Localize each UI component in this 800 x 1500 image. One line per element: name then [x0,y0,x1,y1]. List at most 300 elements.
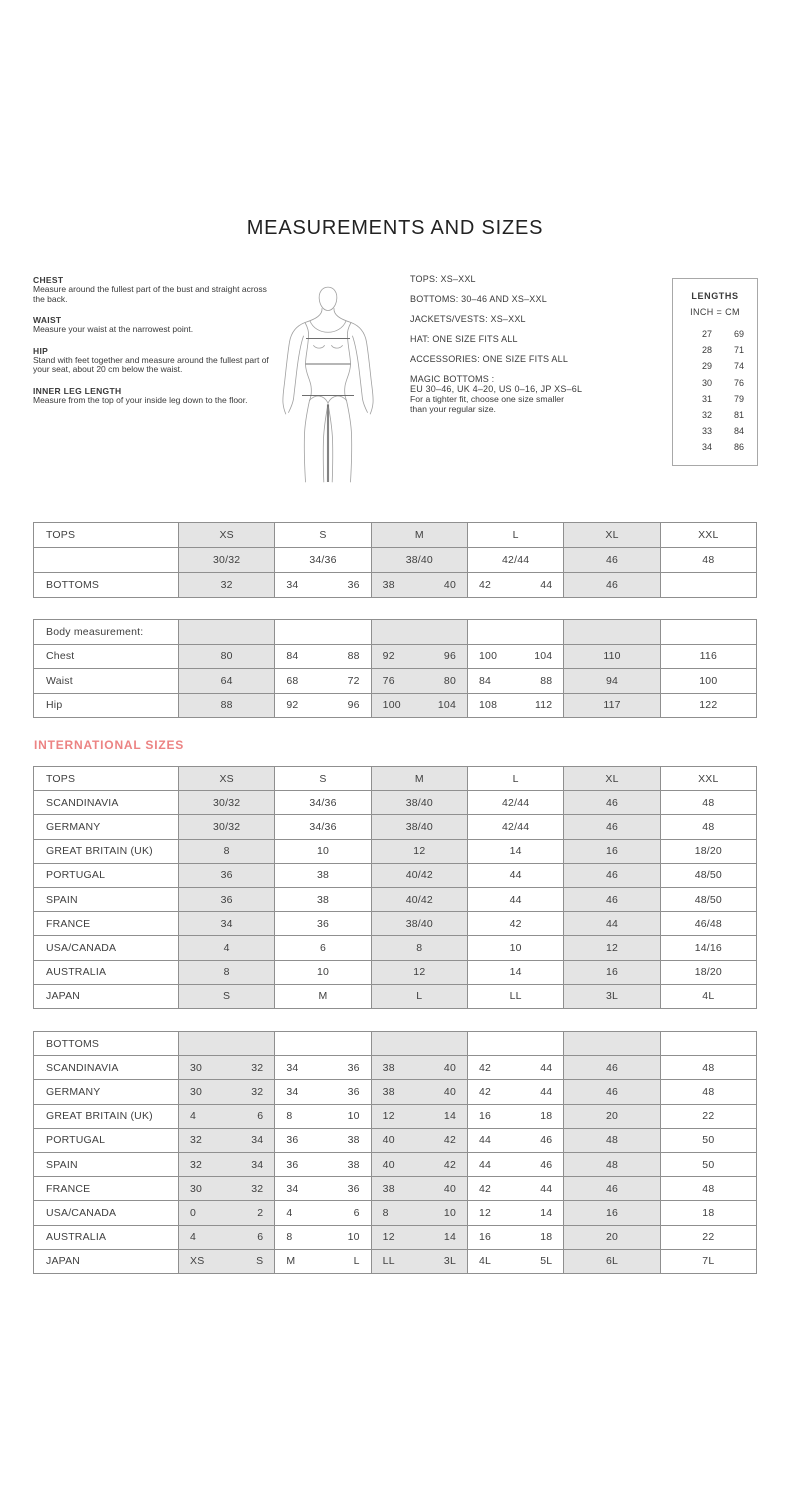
cell-value-left: M [286,1255,296,1268]
table-cell: 16 [564,1201,660,1225]
table-cell: XS [179,767,275,791]
cell-value-right: 104 [534,650,553,663]
table-cell: 38/40 [372,815,468,839]
table-cell: 46 [564,1056,660,1080]
cell-value-right: 88 [540,674,553,687]
cell-value-left: 44 [479,1158,492,1171]
table-cell: 50 [661,1153,757,1177]
row-label: SPAIN [34,1153,179,1177]
instruction-body: Measure your waist at the narrowest point. [33,324,194,335]
table-cell [275,694,371,719]
cell-value-right: 10 [347,1231,360,1244]
table-cell: L [372,985,468,1009]
table-row [34,1056,757,1080]
cell-value-right: 112 [534,699,553,712]
international-sizes-heading: INTERNATIONAL SIZES [34,738,185,752]
table-cell: 14 [468,961,564,985]
row-label: BOTTOMS [34,1032,179,1056]
table-cell [372,1129,468,1153]
table-cell: 16 [564,961,660,985]
lengths-row [673,423,757,439]
table-cell: 116 [661,645,757,670]
table-cell: 18 [661,1201,757,1225]
cell-value-left: 32 [190,1158,203,1171]
table-cell [372,620,468,645]
table-row [34,791,757,815]
cell-value-left: 44 [479,1134,492,1147]
row-label: Body measurement: [34,620,179,645]
table-cell: 42/44 [468,791,564,815]
table-cell [372,1105,468,1129]
table-cell [179,1080,275,1104]
table-cell [468,1250,564,1274]
table-cell: 36 [275,912,371,936]
table-cell: 48/50 [661,864,757,888]
range-tops: TOPS: XS–XXL [410,274,476,284]
cell-value-right: 6 [257,1110,264,1123]
cell-value-right: 36 [347,579,360,591]
table-cell: S [275,767,371,791]
inch-value: 34 [701,442,712,453]
inch-value: 29 [701,361,712,372]
table-cell: 117 [564,694,660,719]
cell-value-right: 14 [443,1231,456,1244]
table-cell: 44 [468,888,564,912]
table-cell: 80 [179,645,275,670]
cell-value-right: 42 [443,1134,456,1147]
table-cell: 48 [661,548,757,573]
table-cell [468,1056,564,1080]
cell-value-right: 6 [257,1231,264,1244]
table-cell: 48 [661,1177,757,1201]
table-cell [468,1153,564,1177]
table-row [34,1177,757,1201]
table-row [34,1129,757,1153]
table-row [34,767,757,791]
cell-value-left: 30 [190,1085,203,1098]
table-cell [468,669,564,694]
cell-value-left: 16 [479,1110,492,1123]
cell-value-left: 38 [382,1061,395,1074]
row-label: TOPS [34,767,179,791]
table-cell: S [179,985,275,1009]
table-cell: 36 [179,864,275,888]
table-cell [372,1250,468,1274]
measurement-instructions [33,275,271,417]
table-cell [468,1201,564,1225]
table-cell [179,1032,275,1056]
table-cell [372,1201,468,1225]
table-cell [468,620,564,645]
table-cell [468,1177,564,1201]
table-cell: 42/44 [468,548,564,573]
table-cell [372,1080,468,1104]
table-cell: 38/40 [372,548,468,573]
cell-value-left: 0 [190,1206,197,1219]
table-cell [275,1201,371,1225]
table-cell [275,645,371,670]
table-row [34,1080,757,1104]
table-cell: M [275,985,371,1009]
table-cell: XL [564,523,660,548]
cell-value-right: 3L [443,1255,456,1268]
cell-value-left: 34 [286,579,299,591]
inch-value: 33 [701,426,712,437]
cell-value-left: 42 [479,1182,492,1195]
table-row [34,694,757,719]
table-cell: 3L [564,985,660,1009]
table-cell [275,1226,371,1250]
row-label: SCANDINAVIA [34,791,179,815]
row-label: JAPAN [34,985,179,1009]
cell-value-left: 12 [382,1231,395,1244]
table-cell [468,1080,564,1104]
table-row [34,888,757,912]
cell-value-right: 36 [347,1085,360,1098]
row-label: GERMANY [34,1080,179,1104]
range-jackets-vests: JACKETS/VESTS: XS–XXL [410,314,526,324]
table-cell [179,1153,275,1177]
cell-value-right: 46 [540,1158,553,1171]
cell-value-right: 44 [540,1182,553,1195]
table-row [34,1226,757,1250]
row-label: AUSTRALIA [34,1226,179,1250]
table-cell [372,1153,468,1177]
cell-value-left: 32 [190,1134,203,1147]
table-cell: 38/40 [372,912,468,936]
instruction-hip [33,346,271,375]
lengths-rows [673,326,757,456]
instruction-waist [33,315,271,335]
table-cell [179,1105,275,1129]
cell-value-right: L [353,1255,360,1268]
table-cell [179,1201,275,1225]
table-cell [275,1177,371,1201]
international-tops-table [33,766,757,1009]
table-cell: XXL [661,767,757,791]
cell-value-right: 104 [437,699,456,712]
table-cell: 48 [661,815,757,839]
instruction-inner-leg [33,386,271,406]
table-cell [564,620,660,645]
table-cell [564,1032,660,1056]
table-cell [179,1056,275,1080]
table-cell: 18/20 [661,961,757,985]
cm-value: 71 [733,345,744,356]
cell-value-right: 96 [347,699,360,712]
table-cell [275,669,371,694]
table-cell: 42/44 [468,815,564,839]
row-label: TOPS [34,523,179,548]
cell-value-left: 34 [286,1085,299,1098]
row-label: FRANCE [34,912,179,936]
row-label: GREAT BRITAIN (UK) [34,1105,179,1129]
cell-value-right: 40 [443,1085,456,1098]
cell-value-right: 5L [540,1255,553,1268]
table-cell: 48 [661,1080,757,1104]
table-cell: 48 [564,1129,660,1153]
row-label: JAPAN [34,1250,179,1274]
inch-value: 27 [701,329,712,340]
cell-value-right: 2 [257,1206,264,1219]
table-cell: 30/32 [179,815,275,839]
table-cell: 64 [179,669,275,694]
table-cell [468,1032,564,1056]
instruction-body: Stand with feet together and measure around the fullest part of your seat, about 20 cm below the waist. [33,354,269,375]
table-cell: 34/36 [275,548,371,573]
table-cell: 48/50 [661,888,757,912]
table-cell: 22 [661,1226,757,1250]
lengths-title: LENGTHS [691,291,739,301]
cm-value: 76 [733,377,744,388]
cell-value-right: 34 [251,1158,264,1171]
cell-value-left: 100 [382,699,401,712]
inch-value: 28 [701,345,712,356]
table-cell: 46 [564,815,660,839]
table-cell [468,573,564,598]
table-cell: 44 [468,864,564,888]
cell-value-left: 36 [286,1134,299,1147]
table-cell [275,573,371,598]
table-cell [372,669,468,694]
cell-value-left: XS [190,1255,205,1268]
cell-value-right: 18 [540,1231,553,1244]
cell-value-left: 8 [286,1231,293,1244]
table-cell: 7L [661,1250,757,1274]
table-cell [661,1032,757,1056]
table-cell [275,1032,371,1056]
table-cell: LL [468,985,564,1009]
table-cell [179,1177,275,1201]
international-bottoms-table [33,1031,757,1274]
table-cell: 48 [661,1056,757,1080]
table-cell: 34/36 [275,815,371,839]
table-cell [179,1129,275,1153]
cell-value-left: 36 [286,1158,299,1171]
cell-value-right: 14 [540,1206,553,1219]
cell-value-right: 44 [540,1085,553,1098]
table-cell: 88 [179,694,275,719]
table-cell: 48 [564,1153,660,1177]
cm-value: 69 [733,329,744,340]
cell-value-left: 4 [286,1206,293,1219]
table-cell [179,1226,275,1250]
table-row [34,840,757,864]
table-cell: 10 [275,961,371,985]
table-row [34,1201,757,1225]
cell-value-left: 8 [286,1110,293,1123]
instruction-heading: HIP [33,345,49,356]
table-cell: 22 [661,1105,757,1129]
cell-value-right: 6 [353,1206,360,1219]
table-cell [661,620,757,645]
table-cell: 10 [275,840,371,864]
cell-value-left: 4L [479,1255,492,1268]
instruction-heading: CHEST [33,275,64,285]
cell-value-right: 14 [443,1110,456,1123]
cell-value-right: 32 [251,1085,264,1098]
magic-bottoms-heading: MAGIC BOTTOMS : [410,374,495,384]
cell-value-left: 30 [190,1182,203,1195]
table-row [34,1250,757,1274]
table-cell: 4 [179,936,275,960]
table-cell: 8 [372,936,468,960]
table-row [34,1105,757,1129]
cell-value-left: LL [382,1255,395,1268]
cell-value-left: 84 [479,674,492,687]
range-bottoms: BOTTOMS: 30–46 AND XS–XXL [410,294,547,304]
instruction-chest [33,275,271,304]
table-cell [372,1056,468,1080]
table-row [34,669,757,694]
table-cell [468,694,564,719]
row-label: AUSTRALIA [34,961,179,985]
table-cell: L [468,523,564,548]
table-cell: 30/32 [179,791,275,815]
table-cell [372,1226,468,1250]
inch-value: 31 [701,393,712,404]
magic-bottoms-sizes: EU 30–46, UK 4–20, US 0–16, JP XS–6L [410,384,583,394]
table-cell: 30/32 [179,548,275,573]
table-cell: 4L [661,985,757,1009]
table-cell [468,1226,564,1250]
cell-value-right: 38 [347,1134,360,1147]
lengths-row [673,391,757,407]
table-cell [372,694,468,719]
table-cell: 14 [468,840,564,864]
table-cell: 12 [372,840,468,864]
cell-value-left: 4 [190,1110,197,1123]
range-accessories: ACCESSORIES: ONE SIZE FITS ALL [410,354,569,364]
cell-value-right: 32 [251,1182,264,1195]
inch-value: 30 [701,377,712,388]
table-cell: 36 [179,888,275,912]
lengths-row [673,439,757,455]
cell-value-right: 18 [540,1110,553,1123]
cell-value-left: 4 [190,1231,197,1244]
cell-value-left: 16 [479,1231,492,1244]
table-cell: 32 [179,573,275,598]
lengths-row [673,407,757,423]
lengths-row [673,326,757,342]
table-cell: 48 [661,791,757,815]
instruction-body: Measure from the top of your inside leg down to the floor. [33,394,248,405]
table-cell: 8 [179,840,275,864]
table-cell: 34 [179,912,275,936]
cell-value-right: 36 [347,1182,360,1195]
cell-value-right: 72 [347,674,360,687]
row-label: PORTUGAL [34,864,179,888]
table-cell: 16 [564,840,660,864]
table-cell: 46 [564,888,660,912]
table-cell [372,645,468,670]
table-cell [179,620,275,645]
cell-value-left: 12 [479,1206,492,1219]
table-cell: XL [564,767,660,791]
table-cell [275,1250,371,1274]
page-title: MEASUREMENTS AND SIZES [246,217,544,239]
cell-value-right: 10 [443,1206,456,1219]
table-cell [275,1129,371,1153]
cell-value-right: 36 [347,1061,360,1074]
cell-value-right: 88 [347,650,360,663]
magic-bottoms-tip: For a tighter fit, choose one size smaller than your regular size. [410,394,565,414]
lengths-subtitle: INCH = CM [690,307,740,317]
table-cell: 100 [661,669,757,694]
table-cell [372,1177,468,1201]
row-label: SPAIN [34,888,179,912]
cell-value-left: 92 [286,699,299,712]
table-cell: 6L [564,1250,660,1274]
table-cell: 44 [564,912,660,936]
table-cell [275,1080,371,1104]
table-cell: 18/20 [661,840,757,864]
table-cell: 40/42 [372,864,468,888]
table-row [34,645,757,670]
table-cell: M [372,523,468,548]
table-cell: 12 [372,961,468,985]
table-cell [372,1032,468,1056]
cell-value-right: 46 [540,1134,553,1147]
cell-value-left: 42 [479,1061,492,1074]
table-cell: 40/42 [372,888,468,912]
table-cell [275,1056,371,1080]
table-cell: 46 [564,791,660,815]
row-label: SCANDINAVIA [34,1056,179,1080]
cell-value-left: 12 [382,1110,395,1123]
table-cell [179,1250,275,1274]
cell-value-right: 38 [347,1158,360,1171]
row-label: GREAT BRITAIN (UK) [34,840,179,864]
row-label: Waist [34,669,179,694]
table-cell [468,645,564,670]
table-row [34,1153,757,1177]
table-cell: 20 [564,1105,660,1129]
table-cell: 14/16 [661,936,757,960]
table-cell [468,1105,564,1129]
cell-value-right: 40 [443,579,456,591]
row-label: Hip [34,694,179,719]
table-cell [275,1105,371,1129]
table-row [34,620,757,645]
table-cell: L [468,767,564,791]
table-cell: 94 [564,669,660,694]
lengths-row [673,375,757,391]
table-cell: XXL [661,523,757,548]
table-cell: 46 [564,1177,660,1201]
row-label: Chest [34,645,179,670]
cell-value-left: 38 [382,579,395,591]
cell-value-left: 38 [382,1182,395,1195]
cell-value-left: 76 [382,674,395,687]
table-cell: 46 [564,573,660,598]
row-label: FRANCE [34,1177,179,1201]
cell-value-left: 34 [286,1061,299,1074]
cell-value-left: 40 [382,1134,395,1147]
table-cell: 10 [468,936,564,960]
cm-value: 81 [733,410,744,421]
table-cell: 38 [275,864,371,888]
cell-value-left: 68 [286,674,299,687]
table-row [34,985,757,1009]
table-cell: 6 [275,936,371,960]
cell-value-right: 10 [347,1110,360,1123]
table-cell: 8 [179,961,275,985]
row-label: USA/CANADA [34,1201,179,1225]
cell-value-right: 32 [251,1061,264,1074]
row-label [34,548,179,573]
cell-value-right: 80 [443,674,456,687]
